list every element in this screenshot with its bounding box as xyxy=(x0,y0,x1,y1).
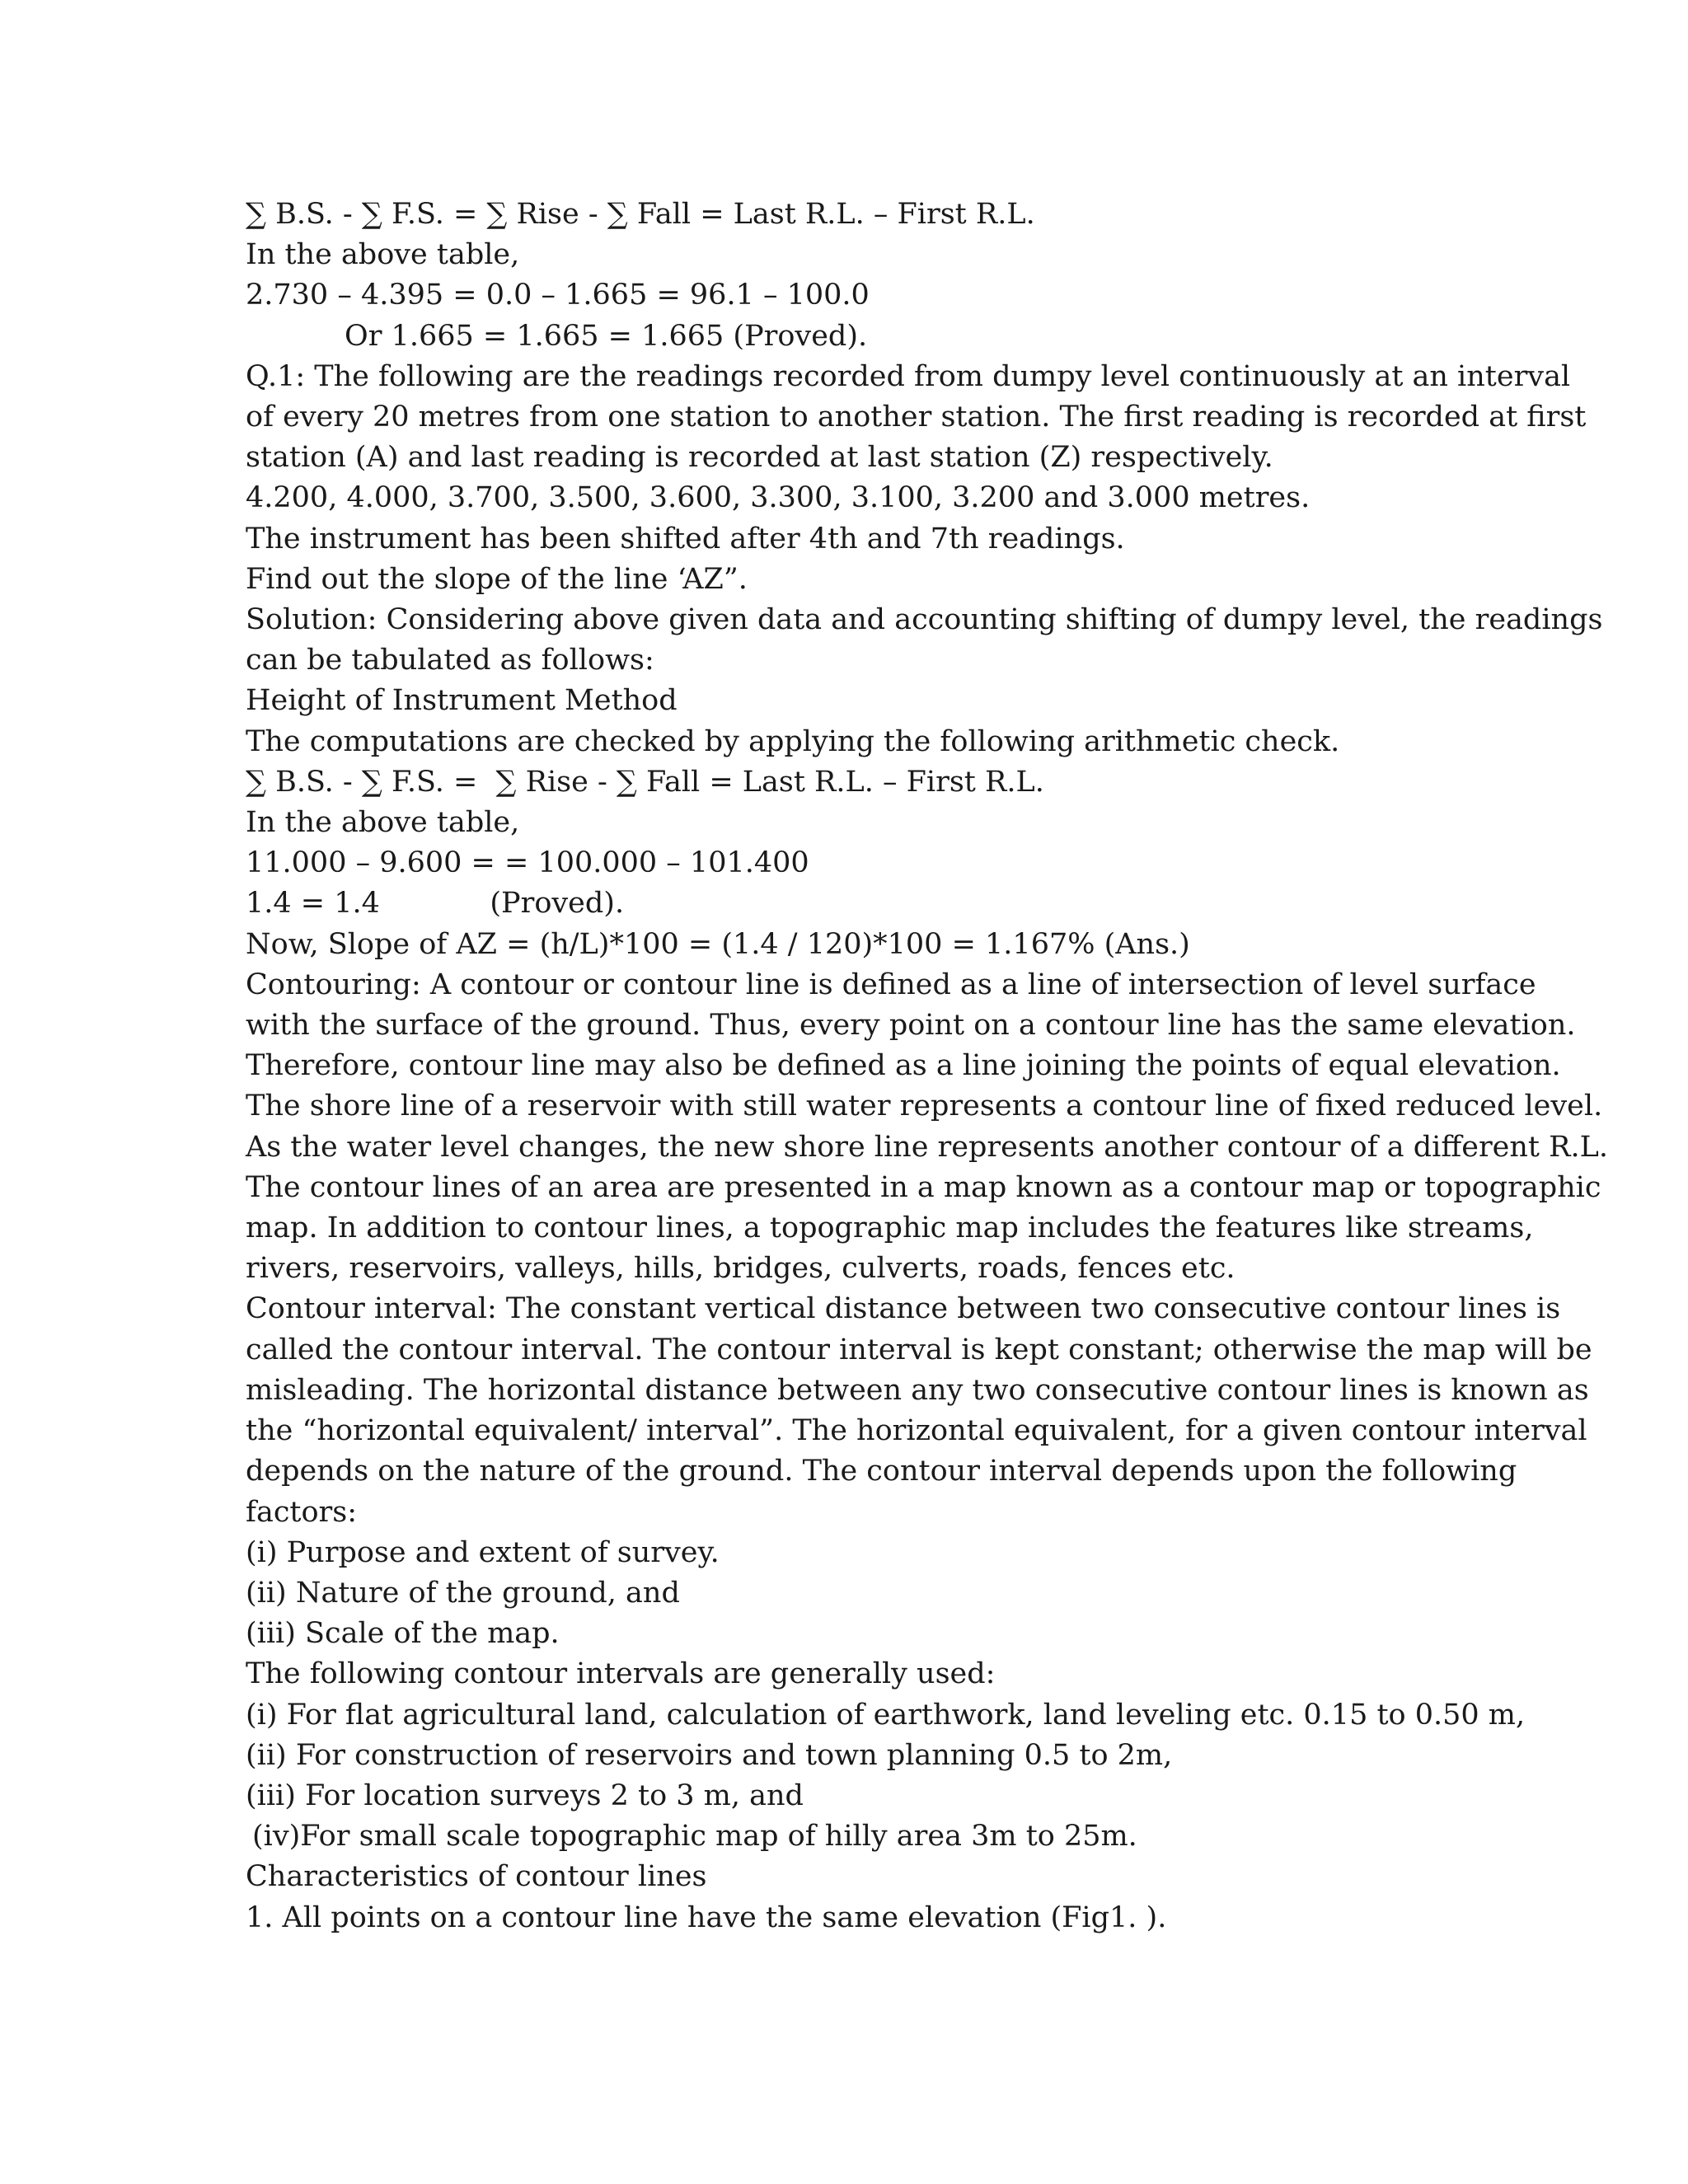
text-line: (iii) For location surveys 2 to 3 m, and xyxy=(246,1779,804,1812)
text-line: Solution: Considering above given data and accounting shifting of dumpy level, the readings xyxy=(246,603,1603,637)
text-line: ∑ B.S. - ∑ F.S. = ∑ Rise - ∑ Fall = Last R.L. – First R.L. xyxy=(246,198,1035,231)
text-line: The instrument has been shifted after 4th and 7th readings. xyxy=(246,522,1125,555)
document-page xyxy=(246,194,1608,1938)
text-line: Therefore, contour line may also be defined as a line joining the points of equal elevation. xyxy=(246,1049,1561,1083)
text-line: The shore line of a reservoir with still water represents a contour line of fixed reduced level. xyxy=(246,1090,1603,1123)
text-line: rivers, reservoirs, valleys, hills, bridges, culverts, roads, fences etc. xyxy=(246,1252,1236,1286)
text-line: Find out the slope of the line ‘AZ”. xyxy=(246,562,748,596)
text-line: Height of Instrument Method xyxy=(246,684,678,718)
text-line: depends on the nature of the ground. The contour interval depends upon the following xyxy=(246,1455,1517,1488)
text-line: (i) For flat agricultural land, calculation of earthwork, land leveling etc. 0.15 to 0.50 m, xyxy=(246,1698,1526,1732)
text-line: 11.000 – 9.600 = = 100.000 – 101.400 xyxy=(246,846,809,880)
text-line: misleading. The horizontal distance between any two consecutive contour lines is known as xyxy=(246,1373,1589,1407)
text-line: Or 1.665 = 1.665 = 1.665 (Proved). xyxy=(345,319,868,353)
text-line: Contour interval: The constant vertical distance between two consecutive contour lines is xyxy=(246,1292,1561,1326)
text-line: Q.1: The following are the readings recorded from dumpy level continuously at an interval xyxy=(246,359,1571,393)
text-line: of every 20 metres from one station to another station. The first reading is recorded at first xyxy=(246,401,1587,434)
text-line: The following contour intervals are generally used: xyxy=(246,1657,996,1691)
text-line: 4.200, 4.000, 3.700, 3.500, 3.600, 3.300, 3.100, 3.200 and 3.000 metres. xyxy=(246,481,1311,515)
text-line: The computations are checked by applying the following arithmetic check. xyxy=(246,724,1340,758)
text-line: can be tabulated as follows: xyxy=(246,644,654,677)
text-line: ∑ B.S. - ∑ F.S. = ∑ Rise - ∑ Fall = Last R.L. – First R.L. xyxy=(246,765,1044,799)
text-line: Now, Slope of AZ = (h/L)*100 = (1.4 / 120)*100 = 1.167% (Ans.) xyxy=(246,927,1190,961)
text-line: The contour lines of an area are presented in a map known as a contour map or topographic xyxy=(246,1170,1601,1204)
text-line: with the surface of the ground. Thus, every point on a contour line has the same elevation. xyxy=(246,1009,1576,1043)
text-line: 1. All points on a contour line have the same elevation (Fig1. ). xyxy=(246,1900,1167,1934)
text-line: called the contour interval. The contour interval is kept constant; otherwise the map will be xyxy=(246,1333,1592,1366)
text-line: (iv)For small scale topographic map of hilly area 3m to 25m. xyxy=(252,1820,1137,1854)
text-line: (ii) Nature of the ground, and xyxy=(246,1576,680,1610)
text-line: 2.730 – 4.395 = 0.0 – 1.665 = 96.1 – 100.0 xyxy=(246,279,870,312)
text-line: factors: xyxy=(246,1495,358,1529)
text-line: In the above table, xyxy=(246,238,520,272)
text-line: station (A) and last reading is recorded at last station (Z) respectively. xyxy=(246,441,1273,475)
text-line: 1.4 = 1.4 (Proved). xyxy=(246,887,625,921)
text-line: As the water level changes, the new shore line represents another contour of a different R.L. xyxy=(246,1130,1608,1164)
text-line: Contouring: A contour or contour line is defined as a line of intersection of level surface xyxy=(246,968,1536,1001)
text-line: Characteristics of contour lines xyxy=(246,1860,707,1894)
text-line: (i) Purpose and extent of survey. xyxy=(246,1535,720,1569)
text-line: (ii) For construction of reservoirs and town planning 0.5 to 2m, xyxy=(246,1738,1173,1772)
text-line: (iii) Scale of the map. xyxy=(246,1617,560,1651)
text-line: In the above table, xyxy=(246,806,520,840)
text-line: map. In addition to contour lines, a topographic map includes the features like streams, xyxy=(246,1212,1534,1245)
text-line: the “horizontal equivalent/ interval”. The horizontal equivalent, for a given contour interval xyxy=(246,1414,1587,1448)
